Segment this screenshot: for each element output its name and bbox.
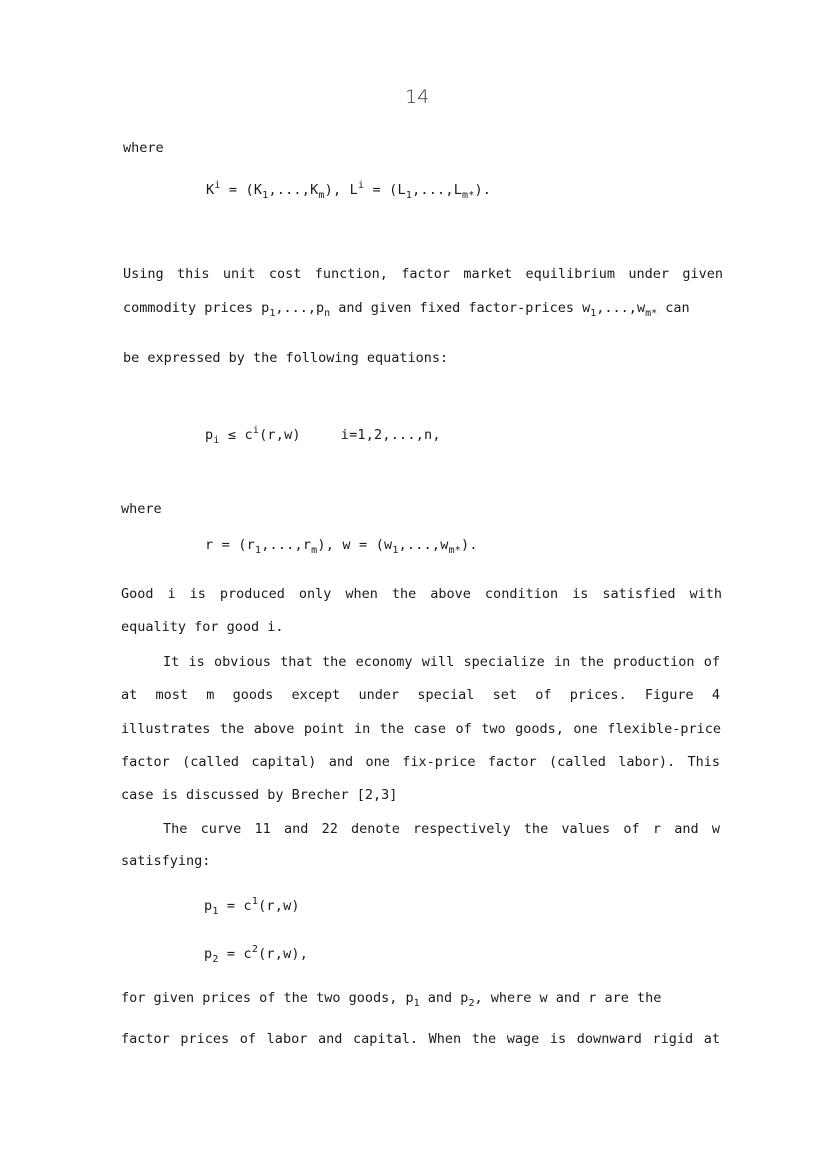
text-line: be expressed by the following equations:	[123, 350, 449, 366]
text-line: Using this unit cost function, factor market equilibrium under given	[123, 266, 723, 282]
text-line: equality for good i.	[121, 619, 284, 635]
text-line: at most m goods except under special set of prices. Figure 4	[121, 687, 720, 703]
page-number: 14	[405, 86, 430, 108]
text-line-with-math: commodity prices $p_1,...,p_n$ and given fixed factor-prices $w_1,...,w_{m*}$ can	[123, 300, 690, 319]
text-line: Good i is produced only when the above condition is satisfied with	[121, 586, 722, 602]
equation-cost-good-2: $p_2 = c^2(r,w)$,	[204, 944, 309, 965]
text-line: illustrates the above point in the case of two goods, one flexible-price	[121, 721, 721, 737]
equation-cost-inequality: $p_i \le c^i(r,w)$ i=1,2,...,n,	[205, 425, 441, 446]
text-line: The curve 11 and 22 denote respectively the values of r and w	[163, 821, 720, 837]
text-line-with-math: for given prices of the two goods, $p_1$ and $p_2$, where w and r are the	[121, 990, 662, 1009]
text-line: satisfying:	[121, 853, 211, 869]
text-line: factor (called capital) and one fix-price factor (called labor). This	[121, 754, 720, 770]
equation-cost-good-1: $p_1 = c^1(r,w)$	[204, 896, 300, 917]
text-line: factor prices of labor and capital. When the wage is downward rigid at	[121, 1031, 720, 1047]
text-line: where	[123, 140, 164, 156]
equation-price-vectors: $r = (r_1,...,r_m)$, $w = (w_1,...,w_{m*})$.	[205, 537, 478, 556]
text-line: where	[121, 501, 162, 517]
equation-factor-vectors: $K^i = (K_1,...,K_m)$, $L^i = (L_1,...,L_{m*})$.	[206, 180, 492, 201]
text-line: case is discussed by Brecher [2,3]	[121, 787, 398, 803]
text-line: It is obvious that the economy will specialize in the production of	[163, 654, 720, 670]
